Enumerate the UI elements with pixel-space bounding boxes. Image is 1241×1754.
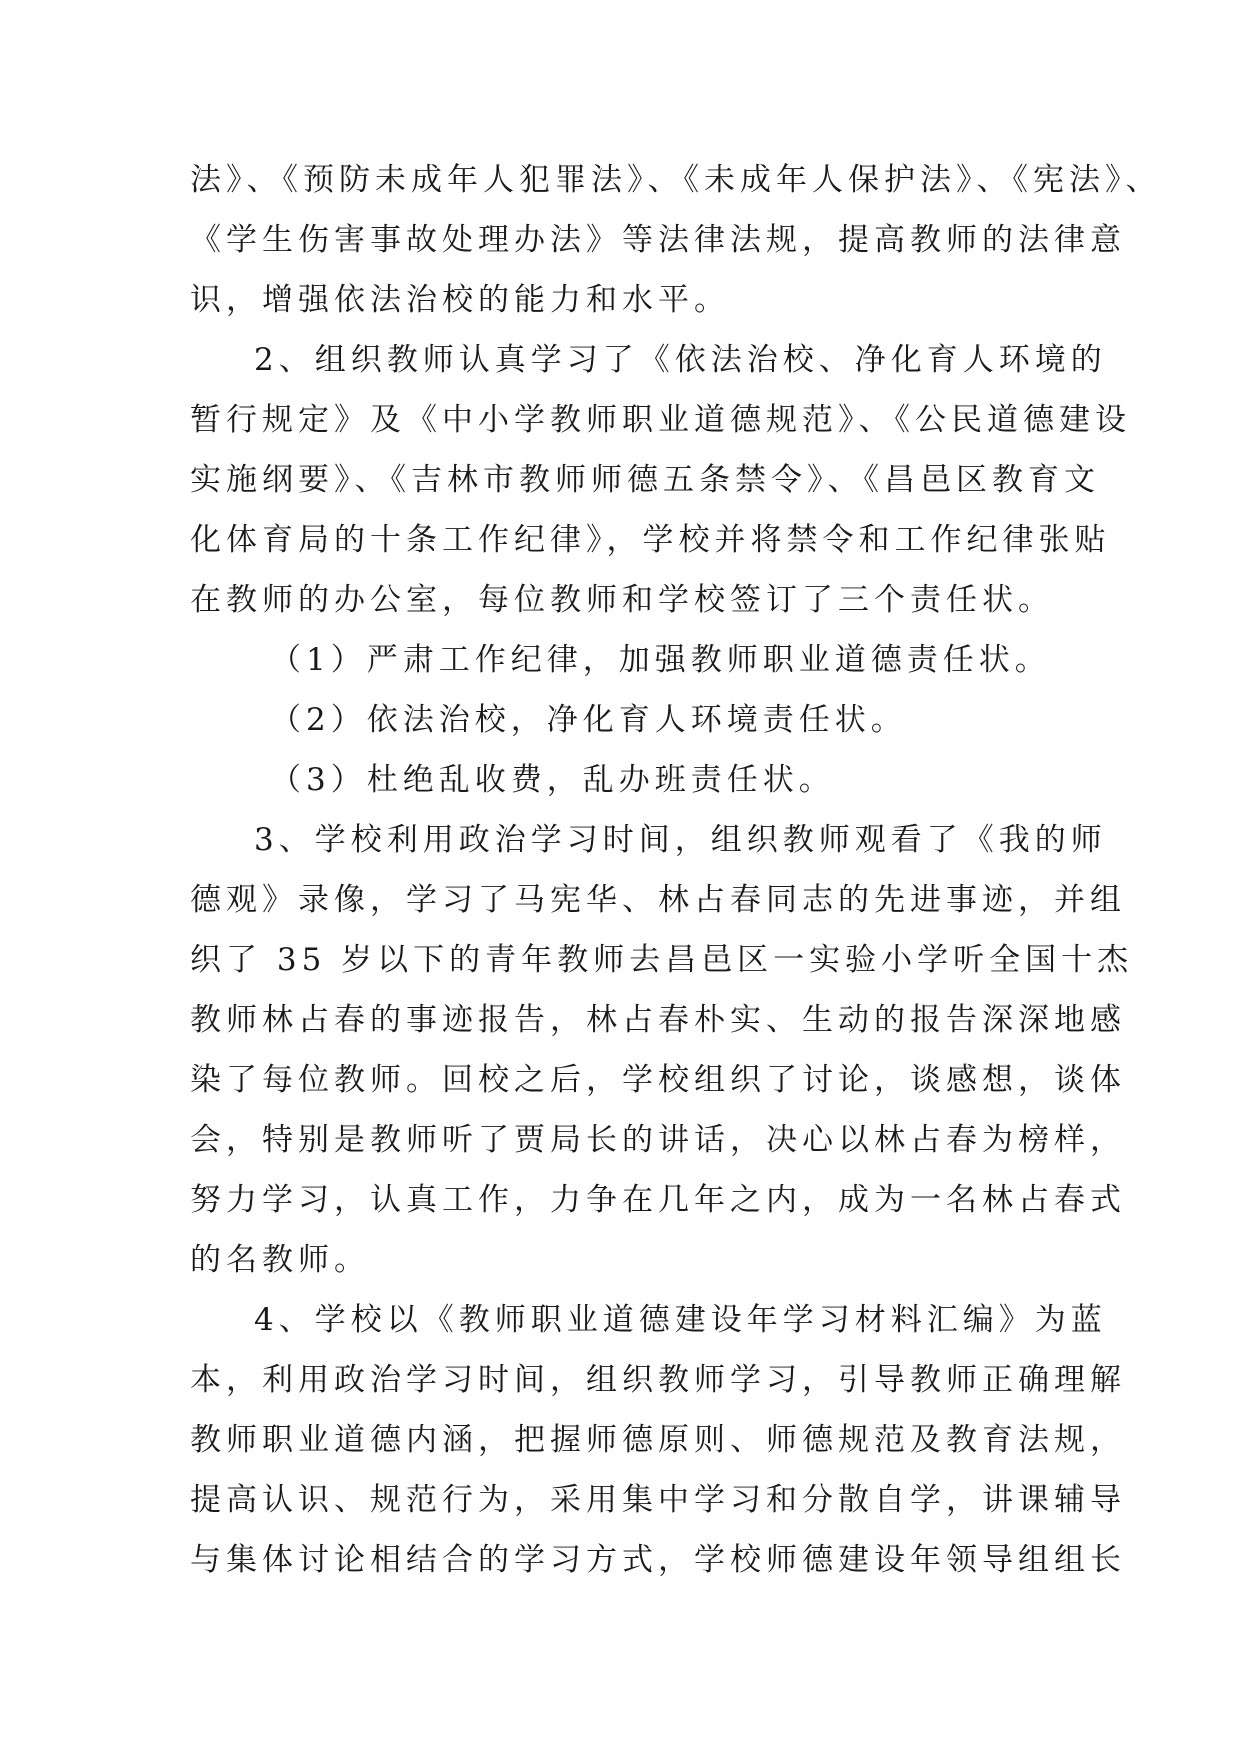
- text-line: 本，利用政治学习时间，组织教师学习，引导教师正确理解: [190, 1362, 1126, 1398]
- list-item-3: （3）杜绝乱收费，乱办班责任状。: [270, 762, 835, 798]
- text-line: 织了 35 岁以下的青年教师去昌邑区一实验小学听全国十杰: [190, 942, 1134, 978]
- document-body: [190, 150, 1162, 1590]
- text-line: 暂行规定》及《中小学教师职业道德规范》、《公民道德建设: [190, 402, 1131, 438]
- text-line: 实施纲要》、《吉林市教师师德五条禁令》、《昌邑区教育文: [190, 462, 1100, 498]
- text-line: 德观》录像，学习了马宪华、林占春同志的先进事迹，并组: [190, 882, 1126, 918]
- text-line: 与集体讨论相结合的学习方式，学校师德建设年领导组组长: [190, 1542, 1126, 1578]
- paragraph-3-start: 3、学校利用政治学习时间，组织教师观看了《我的师: [254, 822, 1107, 858]
- text-line: 提高认识、规范行为，采用集中学习和分散自学，讲课辅导: [190, 1482, 1126, 1518]
- text-line: 教师林占春的事迹报告，林占春朴实、生动的报告深深地感: [190, 1002, 1126, 1038]
- list-item-1: （1）严肃工作纪律，加强教师职业道德责任状。: [270, 642, 1051, 678]
- text-line: 教师职业道德内涵，把握师德原则、师德规范及教育法规，: [190, 1422, 1126, 1458]
- text-line: 染了每位教师。回校之后，学校组织了讨论，谈感想，谈体: [190, 1062, 1126, 1098]
- text-line: 的名教师。: [190, 1242, 370, 1278]
- text-line: 努力学习，认真工作，力争在几年之内，成为一名林占春式: [190, 1182, 1126, 1218]
- list-item-2: （2）依法治校，净化育人环境责任状。: [270, 702, 907, 738]
- text-line: 在教师的办公室，每位教师和学校签订了三个责任状。: [190, 582, 1054, 618]
- text-line: 识，增强依法治校的能力和水平。: [190, 282, 730, 318]
- text-line: 《学生伤害事故处理办法》等法律法规，提高教师的法律意: [190, 222, 1126, 258]
- text-line: 法》、《预防未成年人犯罪法》、《未成年人保护法》、《宪法》、: [190, 162, 1162, 198]
- text-line: 会，特别是教师听了贾局长的讲话，决心以林占春为榜样，: [190, 1122, 1126, 1158]
- text-line: 化体育局的十条工作纪律》，学校并将禁令和工作纪律张贴: [190, 522, 1111, 558]
- paragraph-4-start: 4、学校以《教师职业道德建设年学习材料汇编》为蓝: [254, 1302, 1107, 1338]
- paragraph-2-start: 2、组织教师认真学习了《依法治校、净化育人环境的: [254, 342, 1107, 378]
